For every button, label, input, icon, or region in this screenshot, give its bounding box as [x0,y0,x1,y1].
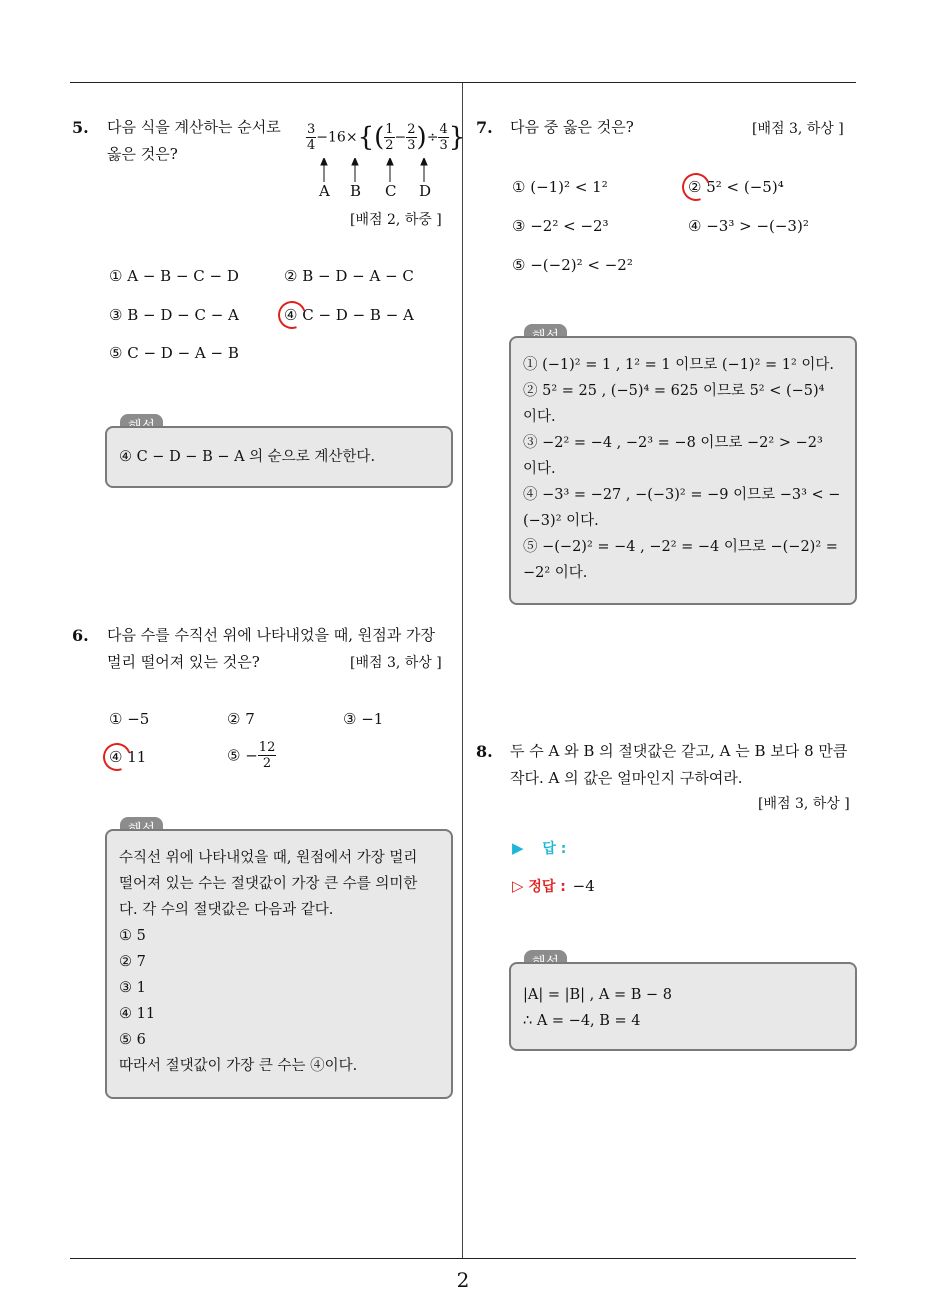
q7-option-2[interactable]: ② 5² < (−5)⁴ [688,178,784,196]
q6-explanation-line: ① 5 [119,928,146,944]
q7-option-4[interactable]: ④ −3³ > −(−3)² [688,217,809,235]
q7-explanation-line: 이다. [523,409,556,425]
q6-option-5-prefix: ⑤ − [227,746,258,765]
q5-option-1[interactable]: ① A − B − C − D [109,267,239,285]
q5-brace-open: {( [357,122,385,153]
q7-points: [배점 3, 하상 ] [752,121,844,137]
q5-number: 5. [72,118,89,137]
q8-points: [배점 3, 하상 ] [758,796,850,812]
q6-explanation-line: 다. 각 수의 절댓값은 다음과 같다. [119,902,334,918]
q5-text [107,114,281,168]
q5-frac-4: $\frac{4}{3}$ [439,122,448,153]
q6-explanation-line: 수직선 위에 나타내었을 때, 원점에서 가장 멀리 [119,850,418,866]
q6-option-3[interactable]: ③ −1 [343,710,384,728]
q8-explanation-line: ∴ A = −4, B = 4 [523,1013,641,1029]
q5-paren-close: ) [416,122,427,153]
column-divider [462,83,463,1258]
top-rule [70,82,856,83]
q6-explanation-line: ② 7 [119,954,146,970]
q8-text [510,738,860,792]
q5-option-3[interactable]: ③ B − D − C − A [109,306,239,324]
q8-correct-value: −4 [572,877,595,895]
q7-option-5[interactable]: ⑤ −(−2)² < −2² [512,256,633,274]
q7-explanation-line: ④ −3³ = −27 , −(−3)² = −9 이므로 −3³ < − [523,487,841,503]
q8-correct-row [512,876,595,896]
q5-text-line1: 다음 식을 계산하는 순서로 [107,118,281,136]
bottom-rule [70,1258,856,1259]
q8-explanation-line: |A| = |B| , A = B − 8 [523,987,672,1003]
q6-option-5[interactable] [227,740,276,771]
q5-expr-minus: − [394,129,407,146]
q7-number: 7. [476,118,493,137]
q6-explanation-line: ⑤ 6 [119,1032,146,1048]
q7-explanation-line: ③ −2² = −4 , −2³ = −8 이므로 −2² > −2³ [523,435,823,451]
q5-frac-3: $\frac{2}{3}$ [407,122,416,153]
q7-explanation-line: ② 5² = 25 , (−5)⁴ = 625 이므로 5² < (−5)⁴ [523,383,825,399]
q5-explanation-text: ④ C − D − B − A 의 순으로 계산한다. [119,449,376,465]
q7-explanation-line: (−3)² 이다. [523,513,599,529]
q6-option-2[interactable]: ② 7 [227,710,255,728]
q6-option-4[interactable]: ④ 11 [109,748,147,766]
q6-option-1[interactable]: ① −5 [109,710,150,728]
q6-explanation-line: 따라서 절댓값이 가장 큰 수는 ④이다. [119,1058,358,1074]
q6-explanation-box [105,829,453,1099]
q8-answer-row[interactable] [512,838,566,858]
page-number: 2 [456,1268,470,1292]
q8-number: 8. [476,742,493,761]
q5-points: [배점 2, 하중 ] [350,212,442,228]
q7-option-3[interactable]: ③ −2² < −2³ [512,217,609,235]
q7-explanation-line: ① (−1)² = 1 , 1² = 1 이므로 (−1)² = 1² 이다. [523,357,835,373]
q6-text-line2: 멀리 떨어져 있는 것은? [107,653,260,671]
q7-explanation-line: −2² 이다. [523,565,588,581]
q6-number: 6. [72,626,89,645]
q7-explanation-line: ⑤ −(−2)² = −4 , −2² = −4 이므로 −(−2)² = [523,539,838,555]
q7-explanation-line: 이다. [523,461,556,477]
q5-expr-mid: −16× [316,129,358,146]
q5-frac-2: $\frac{1}{2}$ [385,122,394,153]
q6-selected-mark [98,738,135,775]
answer-arrow-icon: ▶ [512,839,524,857]
q6-explanation-line: ④ 11 [119,1006,156,1022]
q5-label-a: A [319,182,330,200]
q7-selected-mark [677,168,714,205]
q5-option-2[interactable]: ② B − D − A − C [284,267,414,285]
q5-option-5[interactable]: ⑤ C − D − A − B [109,344,239,362]
correct-arrow-icon: ▷ [512,877,524,895]
q7-option-1[interactable]: ① (−1)² < 1² [512,178,608,196]
q6-option-5-fraction: $\frac{12}{2}$ [258,740,276,771]
q5-expr-div: ÷ [426,129,439,146]
q5-explanation-box [105,426,453,488]
q5-label-d: D [419,182,432,200]
q5-frac-1: $\frac{3}{4}$ [307,122,316,153]
q8-text-line2: 작다. A 의 값은 얼마인지 구하여라. [510,769,743,787]
q6-text-line1: 다음 수를 수직선 위에 나타내었을 때, 원점과 가장 [107,626,435,644]
q6-explanation-line: ③ 1 [119,980,146,996]
q5-text-line2: 옳은 것은? [107,145,178,163]
q5-order-arrows [300,158,450,184]
q6-explanation-line: 떨어져 있는 수는 절댓값이 가장 큰 수를 의미한 [119,876,418,892]
q5-selected-mark [273,296,310,333]
q5-expression [306,122,465,153]
q8-correct-label: 정답 : [528,879,566,895]
q8-answer-label: 답 : [542,841,567,857]
q5-label-b: B [350,182,362,200]
q6-points: [배점 3, 하상 ] [350,655,442,671]
q5-brace-close: } [448,122,466,153]
q8-explanation-box [509,962,857,1051]
q7-text: 다음 중 옳은 것은? [510,118,634,136]
q5-label-c: C [385,182,397,200]
q8-text-line1: 두 수 A 와 B 의 절댓값은 같고, A 는 B 보다 8 만큼 [510,742,848,760]
q7-explanation-box [509,336,857,605]
q5-option-4[interactable]: ④ C − D − B − A [284,306,414,324]
